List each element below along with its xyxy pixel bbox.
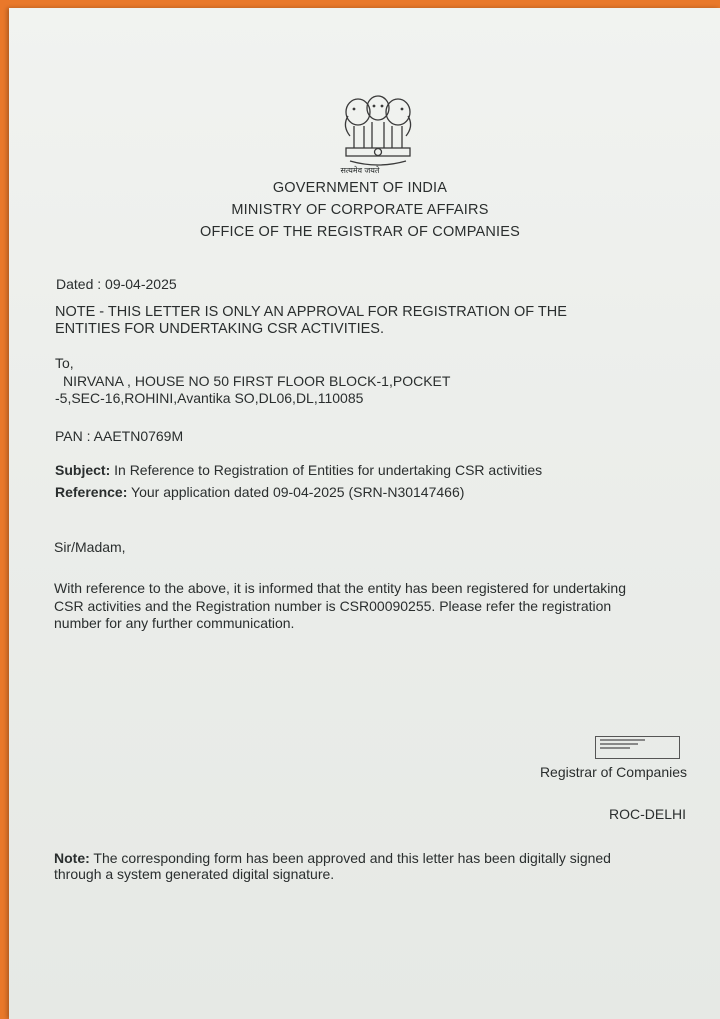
footer-note-line1 (54, 850, 611, 867)
header-ministry: MINISTRY OF CORPORATE AFFAIRS (231, 202, 489, 218)
reference-line (55, 484, 464, 501)
body-line3: number for any further communication. (54, 615, 295, 631)
subject-line (55, 462, 542, 479)
subject-text: In Reference to Registration of Entities for undertaking CSR activities (114, 462, 543, 478)
body-line2: CSR activities and the Registration number is CSR00090255. Please refer the registration (54, 598, 612, 614)
footer-note-label: Note: (54, 850, 90, 866)
emblem-motto: सत्यमेव जयते (340, 166, 380, 175)
subject-label: Subject: (55, 462, 111, 478)
address-line1: NIRVANA , HOUSE NO 50 FIRST FLOOR BLOCK-1,POCKET (63, 373, 451, 389)
approval-note-line2: ENTITIES FOR UNDERTAKING CSR ACTIVITIES. (55, 321, 384, 337)
signatory-title: Registrar of Companies (539, 764, 687, 780)
footer-note-line2: through a system generated digital signature. (54, 866, 335, 882)
dated-line: Dated : 09-04-2025 (56, 276, 177, 292)
footer-note-text: The corresponding form has been approved and this letter has been digitally signed (93, 850, 611, 866)
pan-line: PAN : AAETN0769M (55, 428, 184, 444)
signatory-office: ROC-DELHI (608, 806, 686, 822)
salutation: Sir/Madam, (54, 539, 126, 555)
to-label: To, (55, 355, 74, 371)
reference-text: Your application dated 09-04-2025 (SRN-N30147466) (131, 484, 465, 500)
reference-label: Reference: (55, 484, 128, 500)
header-office: OFFICE OF THE REGISTRAR OF COMPANIES (199, 224, 521, 240)
body-line1: With reference to the above, it is informed that the entity has been registered for undertaking (54, 580, 626, 596)
header-government: GOVERNMENT OF INDIA (272, 180, 448, 196)
digital-signature-stamp (595, 736, 680, 759)
approval-note-line1: NOTE - THIS LETTER IS ONLY AN APPROVAL FOR REGISTRATION OF THE (55, 304, 567, 320)
address-line2: -5,SEC-16,ROHINI,Avantika SO,DL06,DL,110085 (55, 390, 364, 406)
